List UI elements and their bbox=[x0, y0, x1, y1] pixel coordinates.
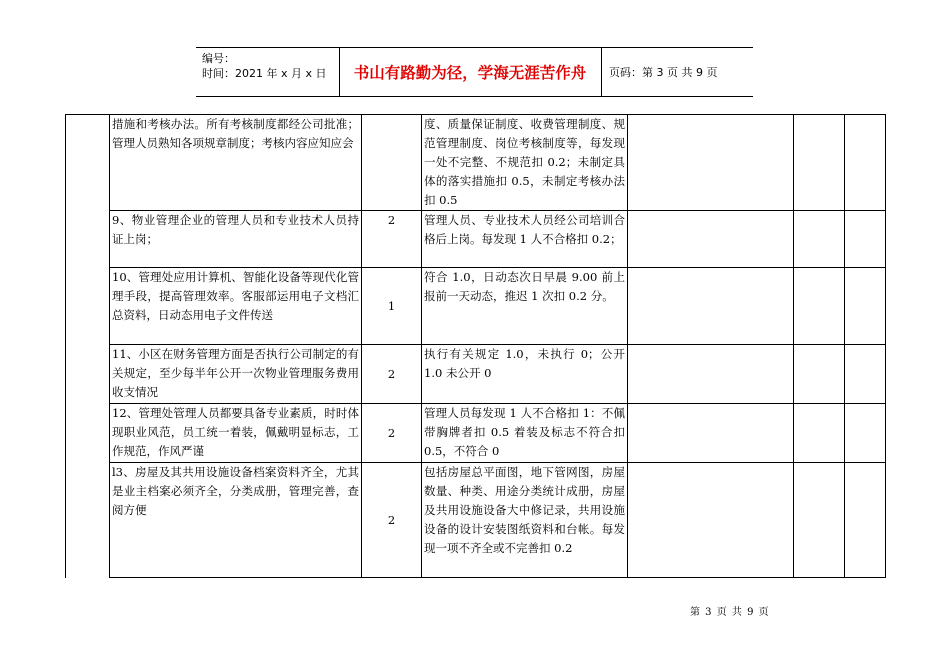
blank-cell bbox=[794, 404, 845, 463]
score-cell: 2 bbox=[362, 463, 422, 578]
page-footer: 第 3 页 共 9 页 bbox=[690, 607, 770, 618]
blank-cell bbox=[628, 268, 794, 345]
score-cell: 2 bbox=[362, 211, 422, 268]
score-cell: 1 bbox=[362, 268, 422, 345]
blank-cell bbox=[794, 463, 845, 578]
date-label: 时间：2021 年 x 月 x 日 bbox=[202, 67, 327, 80]
score-cell: 2 bbox=[362, 345, 422, 404]
blank-cell bbox=[628, 345, 794, 404]
category-cell bbox=[66, 115, 110, 578]
blank-cell bbox=[628, 463, 794, 578]
blank-cell bbox=[794, 345, 845, 404]
blank-cell bbox=[845, 211, 886, 268]
item-cell: 9、物业管理企业的管理人员和专业技术人员持证上岗； bbox=[110, 211, 362, 268]
table-row bbox=[66, 404, 886, 463]
blank-cell bbox=[845, 463, 886, 578]
blank-cell bbox=[845, 115, 886, 211]
criteria-cell: 包括房屋总平面图，地下管网图，房屋数量、种类、用途分类统计成册，房屋及共用设施设备大中修记录，共用设施设备的设计安装图纸资料和台帐。每发现一项不齐全或不完善扣 0.2 bbox=[422, 463, 628, 578]
blank-cell bbox=[794, 211, 845, 268]
blank-cell bbox=[628, 404, 794, 463]
table-row bbox=[66, 115, 886, 211]
blank-cell bbox=[794, 268, 845, 345]
header-motto: 书山有路勤为径，学海无涯苦作舟 bbox=[353, 64, 587, 82]
criteria-cell: 执行有关规定 1.0，未执行 0；公开 1.0 未公开 0 bbox=[422, 345, 628, 404]
header-divider bbox=[601, 48, 602, 96]
criteria-cell: 度、质量保证制度、收费管理制度、规范管理制度、岗位考核制度等，每发现一处不完整、不规范扣 0.2；未制定具体的落实措施扣 0.5，未制定考核办法扣 0.5 bbox=[422, 115, 628, 211]
blank-cell bbox=[845, 345, 886, 404]
item-cell: l3、房屋及其共用设施设备档案资料齐全，尤其是业主档案必须齐全，分类成册，管理完善，查阅方便 bbox=[110, 463, 362, 578]
assessment-table bbox=[65, 114, 886, 578]
header-meta bbox=[202, 51, 327, 81]
score-cell bbox=[362, 115, 422, 211]
criteria-cell: 符合 1.0，日动态次日早晨 9.00 前上报前一天动态，推迟 1 次扣 0.2 分。 bbox=[422, 268, 628, 345]
table-row bbox=[66, 345, 886, 404]
score-cell: 2 bbox=[362, 404, 422, 463]
criteria-cell: 管理人员每发现 1 人不合格扣 1：不佩带胸牌者扣 0.5 着装及标志不符合扣 0.5，不符合 0 bbox=[422, 404, 628, 463]
blank-cell bbox=[845, 268, 886, 345]
header-page-number: 页码：第 3 页 共 9 页 bbox=[609, 66, 718, 79]
table-row bbox=[66, 211, 886, 268]
table-row bbox=[66, 268, 886, 345]
item-cell: 10、管理处应用计算机、智能化设备等现代化管理手段，提高管理效率。客服部运用电子文档汇总资料，日动态用电子文件传送 bbox=[110, 268, 362, 345]
page-header bbox=[196, 47, 753, 97]
table-row bbox=[66, 463, 886, 578]
blank-cell bbox=[628, 211, 794, 268]
blank-cell bbox=[794, 115, 845, 211]
item-cell: 11、小区在财务管理方面是否执行公司制定的有关规定，至少每半年公开一次物业管理服务费用收支情况 bbox=[110, 345, 362, 404]
doc-number-label: 编号： bbox=[202, 52, 235, 65]
item-cell: 12、管理处管理人员都要具备专业素质，时时体现职业风范，员工统一着装，佩戴明显标志，工作规范，作风严谨 bbox=[110, 404, 362, 463]
blank-cell bbox=[628, 115, 794, 211]
criteria-cell: 管理人员、专业技术人员经公司培训合格后上岗。每发现 1 人不合格扣 0.2； bbox=[422, 211, 628, 268]
blank-cell bbox=[845, 404, 886, 463]
item-cell: 措施和考核办法。所有考核制度都经公司批准；管理人员熟知各项规章制度；考核内容应知应会 bbox=[110, 115, 362, 211]
